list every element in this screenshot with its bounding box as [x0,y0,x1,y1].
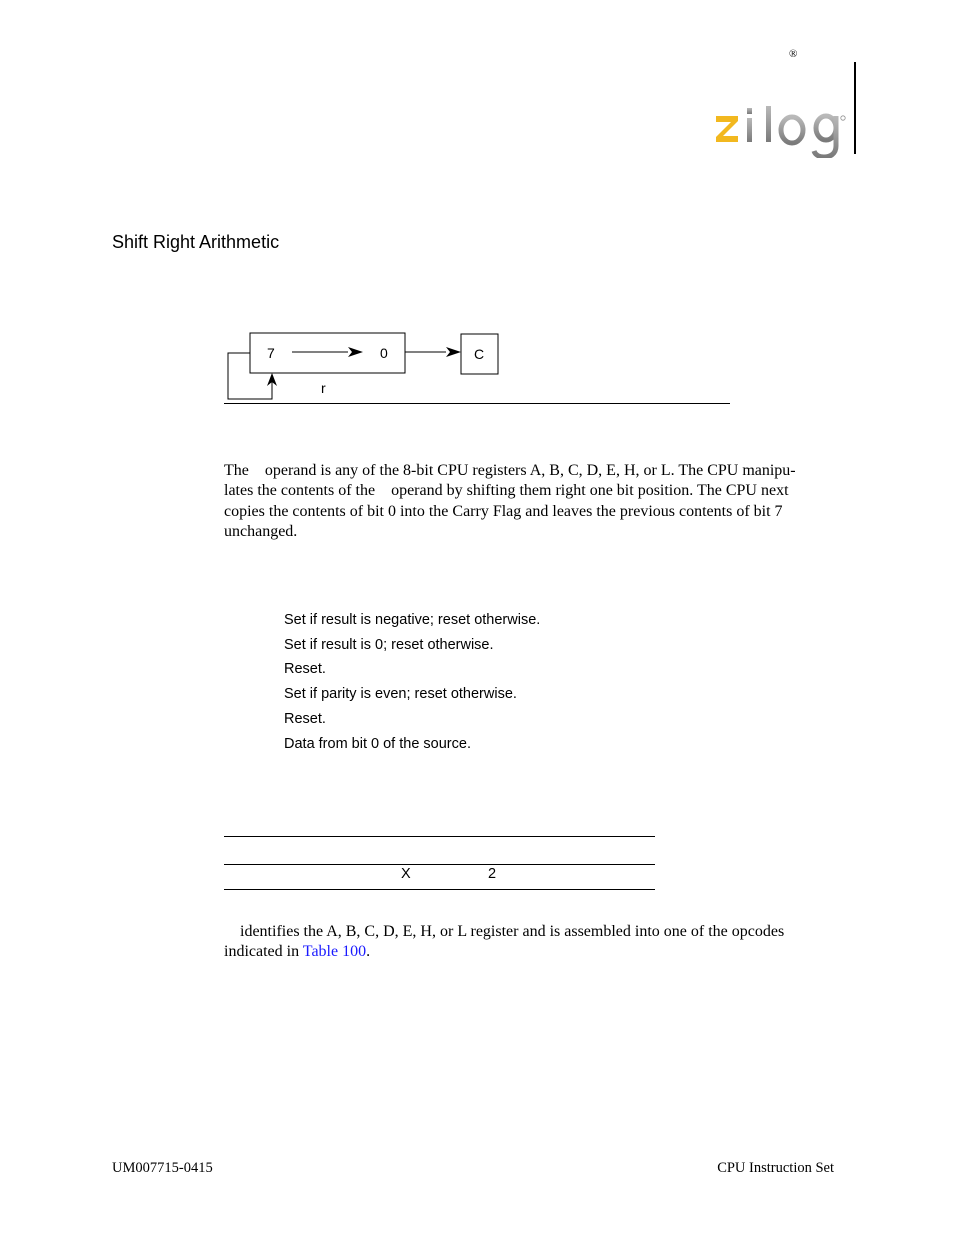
section-heading: Shift Right Arithmetic [112,232,280,252]
logo-letter-z [716,116,738,142]
logo-letter-i [747,118,752,142]
table-bottom-rule [224,889,655,890]
register-note-paragraph: identifies the A, B, C, D, E, H, or L register and is assembled into one of the opcodes indicated in Table 100. [224,923,785,961]
flag-c-description: Data from bit 0 of the source. [284,736,471,752]
table-cell-x: X [401,866,411,882]
operand-label: r [321,380,326,396]
table-top-rule [224,836,655,837]
logo-letter-l [766,106,771,142]
description-paragraph: The operand is any of the 8-bit CPU registers A, B, C, D, E, H, or L. The CPU manipu- lates the contents of the operand by shifting them right one bit position. The CPU next copies the contents of bit 0 into the Carry Flag and leaves the previous contents of bit 7 unchanged. [224,462,796,541]
flag-n-description: Reset. [284,711,326,727]
registered-mark: ® [789,48,798,60]
shift-diagram [224,330,730,406]
logo-letter-o [781,117,803,143]
flag-pv-description: Set if parity is even; reset otherwise. [284,686,517,702]
flag-h-description: Reset. [284,661,326,677]
logo-letter-g [816,116,836,140]
zilog-logo [714,104,849,158]
register-bit-7: 7 [267,345,275,361]
carry-label: C [474,346,485,362]
footer-section-title: CPU Instruction Set [717,1160,834,1176]
flag-s-description: Set if result is negative; reset otherwise. [284,612,541,628]
table-cell-2: 2 [488,866,497,882]
header-vertical-rule [854,62,856,154]
flag-z-description: Set if result is 0; reset otherwise. [284,637,494,653]
table-header-rule [224,864,655,865]
register-bit-0: 0 [380,345,388,361]
footer-doc-number: UM007715-0415 [112,1160,213,1176]
table-100-link[interactable]: Table 100 [302,943,367,961]
